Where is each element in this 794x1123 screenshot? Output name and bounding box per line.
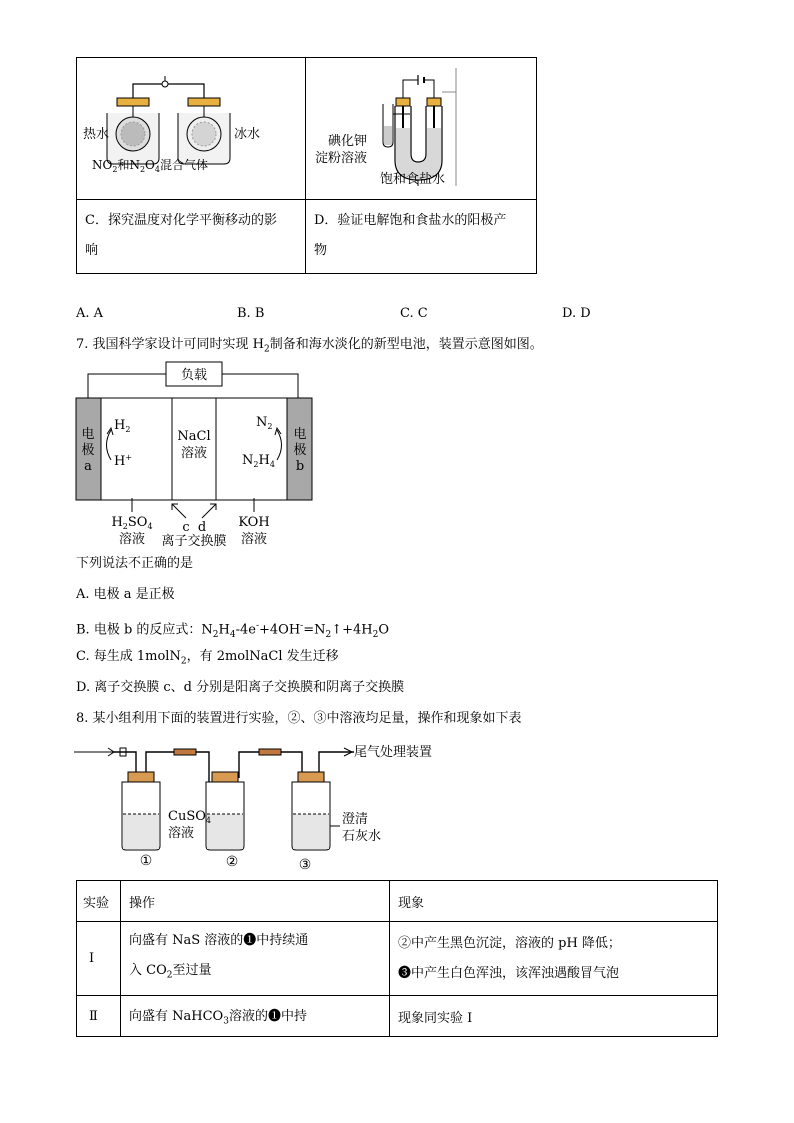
q6-option-a: A. A [76,306,104,321]
load-label: 负载 [180,368,208,383]
membrane-label: 离子交换膜 [161,534,227,549]
electrode-a-char-1: 电 [81,427,95,442]
h2so4-label: $H_2SO_4$ [111,515,153,531]
stopper-right [188,98,220,106]
h2-label: $H_2$ [114,418,131,434]
label-ki-1: 碘化钾 [328,134,368,149]
cuso4-solution-label: 溶液 [168,826,195,841]
rubber-tube-2 [259,749,281,755]
header-experiment: 实验 [77,881,121,922]
electrode-a-char-3: a [84,459,92,474]
row2-phenomenon: 现象同实验 I [390,996,718,1037]
row1-id: Ⅰ [77,922,121,996]
q6-option-b: B. B [237,306,265,321]
q8-stem: 8. 某小组利用下面的装置进行实验，②、③中溶液均足量，操作和现象如下表 [76,711,522,726]
q7-option-a: A. 电极 a 是正极 [76,587,175,602]
limewater-label-2: 石灰水 [342,829,382,844]
gas-washing-apparatus [74,738,454,874]
q6-option-c: C. C [400,306,428,321]
c-description-cell [77,200,306,274]
q7-option-c: C. 每生成 1molN$_2$，有 2molNaCl 发生迁移 [76,649,339,667]
d-desc-line-2: 物 [314,243,328,258]
h2so4-solution-label: 溶液 [118,532,146,547]
bottle-1-label: ① [139,853,153,869]
d-figure-cell [306,58,537,200]
row2-id: Ⅱ [77,996,121,1037]
c-desc-line-2: 响 [85,243,99,258]
hplus-label: H+ [114,453,133,469]
label-c: c [182,520,190,535]
electrolysis-figure [306,58,536,195]
clamp-icon [162,81,168,87]
koh-solution-label: 溶液 [240,532,268,547]
electrode-b-char-2: 极 [293,443,307,458]
header-operation: 操作 [121,881,390,922]
limewater-label-1: 澄清 [342,812,369,827]
row2-operation: 向盛有 NaHCO$_3$溶液的❶中持 [121,996,390,1037]
nacl-label: NaCl [177,429,211,444]
nacl-solution-label: 溶液 [180,446,208,461]
d-desc-line-1: D．验证电解饱和食盐水的阳极产 [314,213,507,228]
d-description-cell [306,200,537,274]
electrode-a-char-2: 极 [81,443,95,458]
cuso4-label: CuSO$_4$ [168,809,211,825]
label-brine: 饱和食盐水 [380,172,446,187]
c-figure-cell [77,58,306,200]
q7-prompt: 下列说法不正确的是 [76,556,194,571]
q6-option-d: D. D [562,306,591,321]
q7-option-d: D. 离子交换膜 c、d 分别是阳离子交换膜和阴离子交换膜 [76,680,405,695]
row1-phenomenon: ②中产生黑色沉淀，溶液的 pH 降低； ❸中产生白色浑浊，该浑浊遇酸冒气泡 [390,922,718,996]
c-desc-line-1: C．探究温度对化学平衡移动的影 [85,213,277,228]
koh-label: KOH [238,515,270,530]
row1-operation: 向盛有 NaS 溶液的❶中持续通 入 $CO_2$至过量 [121,922,390,996]
label-hot-water: 热水 [83,127,110,142]
electrode-b-char-1: 电 [293,427,307,442]
header-phenomenon: 现象 [390,881,718,922]
label-gas-mixture: $NO_2$和$N_2O_4$混合气体 [92,158,208,174]
bottle-2-label: ② [225,854,239,870]
bottle-3-label: ③ [298,857,312,873]
q7-stem: 7. 我国科学家设计可同时实现 $H_2$制备和海水淡化的新型电池，装置示意图如图。 [76,337,543,355]
table-row [77,996,718,1037]
stopper-left [117,98,149,106]
table-row [77,922,718,996]
n2-label: $N_2$ [256,415,273,431]
q6-options-table [76,57,537,274]
tail-gas-label: 尾气处理装置 [354,745,433,760]
label-ice-water: 冰水 [234,127,261,142]
battery-diagram [70,358,330,553]
electrode-b-char-3: b [295,459,305,474]
q8-experiment-table [76,880,718,1037]
q7-option-b: B. 电极 b 的反应式：$N_2H_4-4e^-+4OH^-=N_2↑+4H_2O$ [76,621,390,640]
temperature-equilibrium-figure [77,58,305,195]
n2h4-label: $N_2H_4$ [242,453,275,469]
stopper-right [427,98,441,106]
stopper-left [396,98,410,106]
rubber-tube-1 [174,749,196,755]
label-d: d [197,520,207,535]
label-ki-2: 淀粉溶液 [315,151,368,166]
